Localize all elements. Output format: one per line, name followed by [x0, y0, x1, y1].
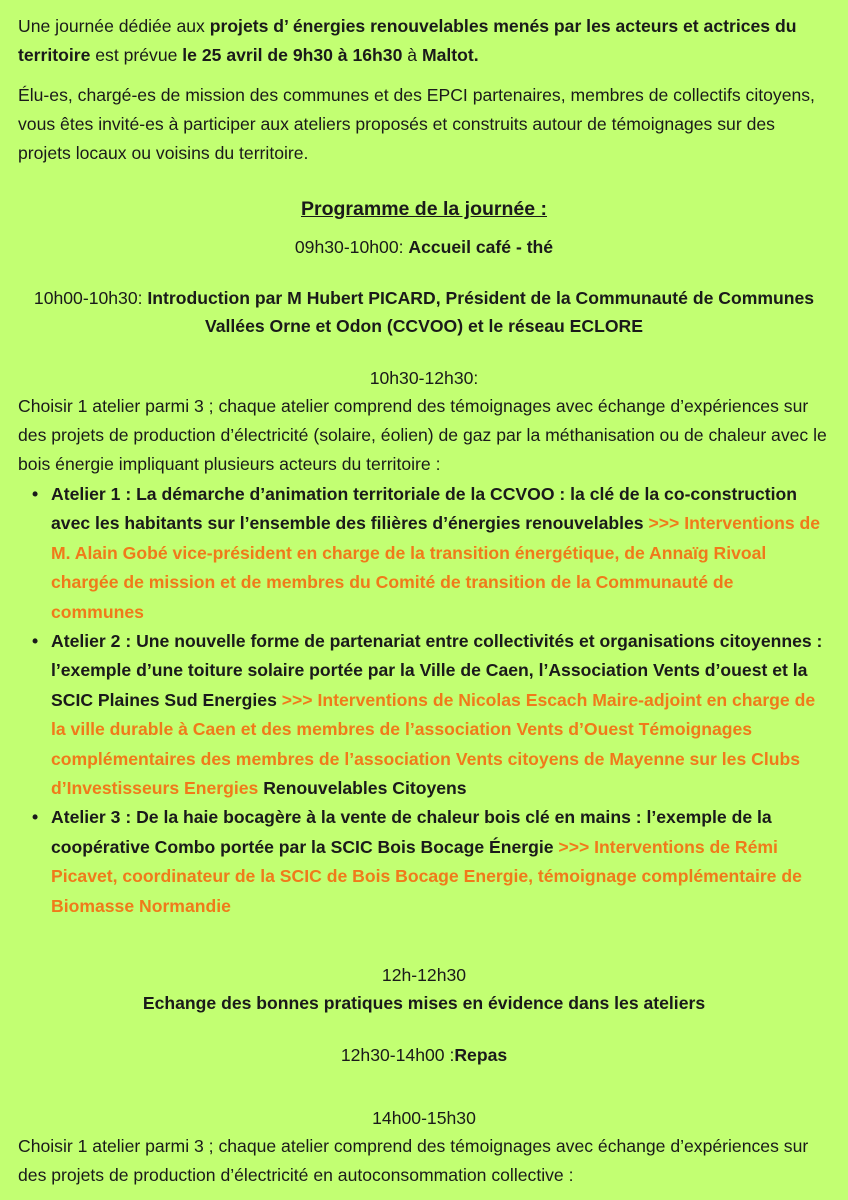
programme-title-text: Programme de la journée : [301, 198, 547, 220]
intro-text: à [402, 45, 422, 65]
atelier-tail: Renouvelables Citoyens [258, 778, 467, 799]
intro-text: Une journée dédiée aux [18, 16, 210, 36]
intro-highlight-date: le 25 avril de 9h30 à 16h30 [182, 45, 403, 65]
accueil-time: 09h30-10h00: [294, 237, 409, 257]
bullet-icon: • [32, 631, 39, 652]
repas-time: 12h30-14h00 : [340, 1045, 455, 1065]
atelier-item-3 [18, 803, 830, 921]
echange-time: 12h-12h30 [381, 965, 467, 985]
repas-label: Repas [454, 1045, 508, 1065]
atelier-interventions: >>> Interventions de Rémi Picavet, coordinateur de la SCIC de Bois Bocage Energie, témoignage complémentaire de Biomasse Normandie [51, 836, 802, 916]
bullet-icon: • [32, 807, 39, 828]
session1-time: 10h30-12h30: [369, 368, 479, 388]
accueil-line [0, 233, 848, 261]
ateliers-list [18, 480, 830, 921]
atelier-title: Atelier 3 : De la haie bocagère à la vente de chaleur bois clé en mains : l’exemple de la coopérative Combo portée par la SCIC Bois Bocage Énergie [51, 807, 772, 857]
programme-title [0, 195, 848, 223]
atelier-interventions: >>> Interventions de Nicolas Escach Maire-adjoint en charge de la ville durable à Caen et des membres de l’association Vents d’Ouest Témoignages complémentaires des membres de l’association Vents citoyens de Mayenne sur les Clubs d’Investisseurs Energies [51, 689, 816, 799]
atelier-interventions: >>> Interventions de M. Alain Gobé vice-président en charge de la transition énergétique, de Annaïg Rivoal chargée de mission et de membres du Comité de transition de la Communauté de communes [51, 513, 821, 622]
session2-description: Choisir 1 atelier parmi 3 ; chaque atelier comprend des témoignages avec échange d’expériences sur des projets de production d’électricité en autoconsommation collective : [18, 1136, 809, 1185]
session2-time: 14h00-15h30 [372, 1108, 476, 1128]
atelier-item-2 [18, 627, 830, 803]
atelier-item-1 [18, 480, 830, 627]
intro-text: est prévue [90, 45, 183, 65]
accueil-label: Accueil café - thé [408, 237, 554, 257]
introduction-label: Introduction par M Hubert PICARD, Président de la Communauté de Communes Vallées Orne et Odon (CCVOO) et le réseau ECLORE [147, 288, 815, 336]
atelier-title: Atelier 2 : Une nouvelle forme de partenariat entre collectivités et organisations citoyennes : l’exemple d’une toiture solaire portée par la Ville de Caen, l’Association Vents d’ouest et la SCIC Plaines Sud Energies [51, 631, 823, 710]
introduction-line [24, 284, 824, 340]
echange-label [0, 989, 848, 1017]
intro-paragraph-1 [18, 12, 830, 70]
intro-highlight-projects: projets d’ énergies renouvelables menés par les acteurs et actrices du territoire [18, 16, 797, 65]
session1-description: Choisir 1 atelier parmi 3 ; chaque atelier comprend des témoignages avec échange d’expériences sur des projets de production d’électricité (solaire, éolien) de gaz par la méthanisation ou de chaleur avec le bois énergie impliquant plusieurs acteurs du territoire : [18, 396, 827, 474]
atelier-title: Atelier 1 : La démarche d’animation territoriale de la CCVOO : la clé de la co-construction avec les habitants sur l’ensemble des filières d’énergies renouvelables [51, 484, 797, 534]
intro-paragraph-2: Élu-es, chargé-es de mission des communes et des EPCI partenaires, membres de collectifs citoyens, vous êtes invité-es à participer aux ateliers proposés et construits autour de témoignages sur des projets locaux ou voisins du territoire. [18, 85, 815, 163]
introduction-time: 10h00-10h30: [33, 288, 148, 308]
repas-line [0, 1041, 848, 1069]
bullet-icon: • [32, 484, 39, 504]
intro-highlight-place: Maltot. [421, 45, 479, 65]
echange-label-text: Echange des bonnes pratiques mises en évidence dans les ateliers [142, 993, 706, 1013]
